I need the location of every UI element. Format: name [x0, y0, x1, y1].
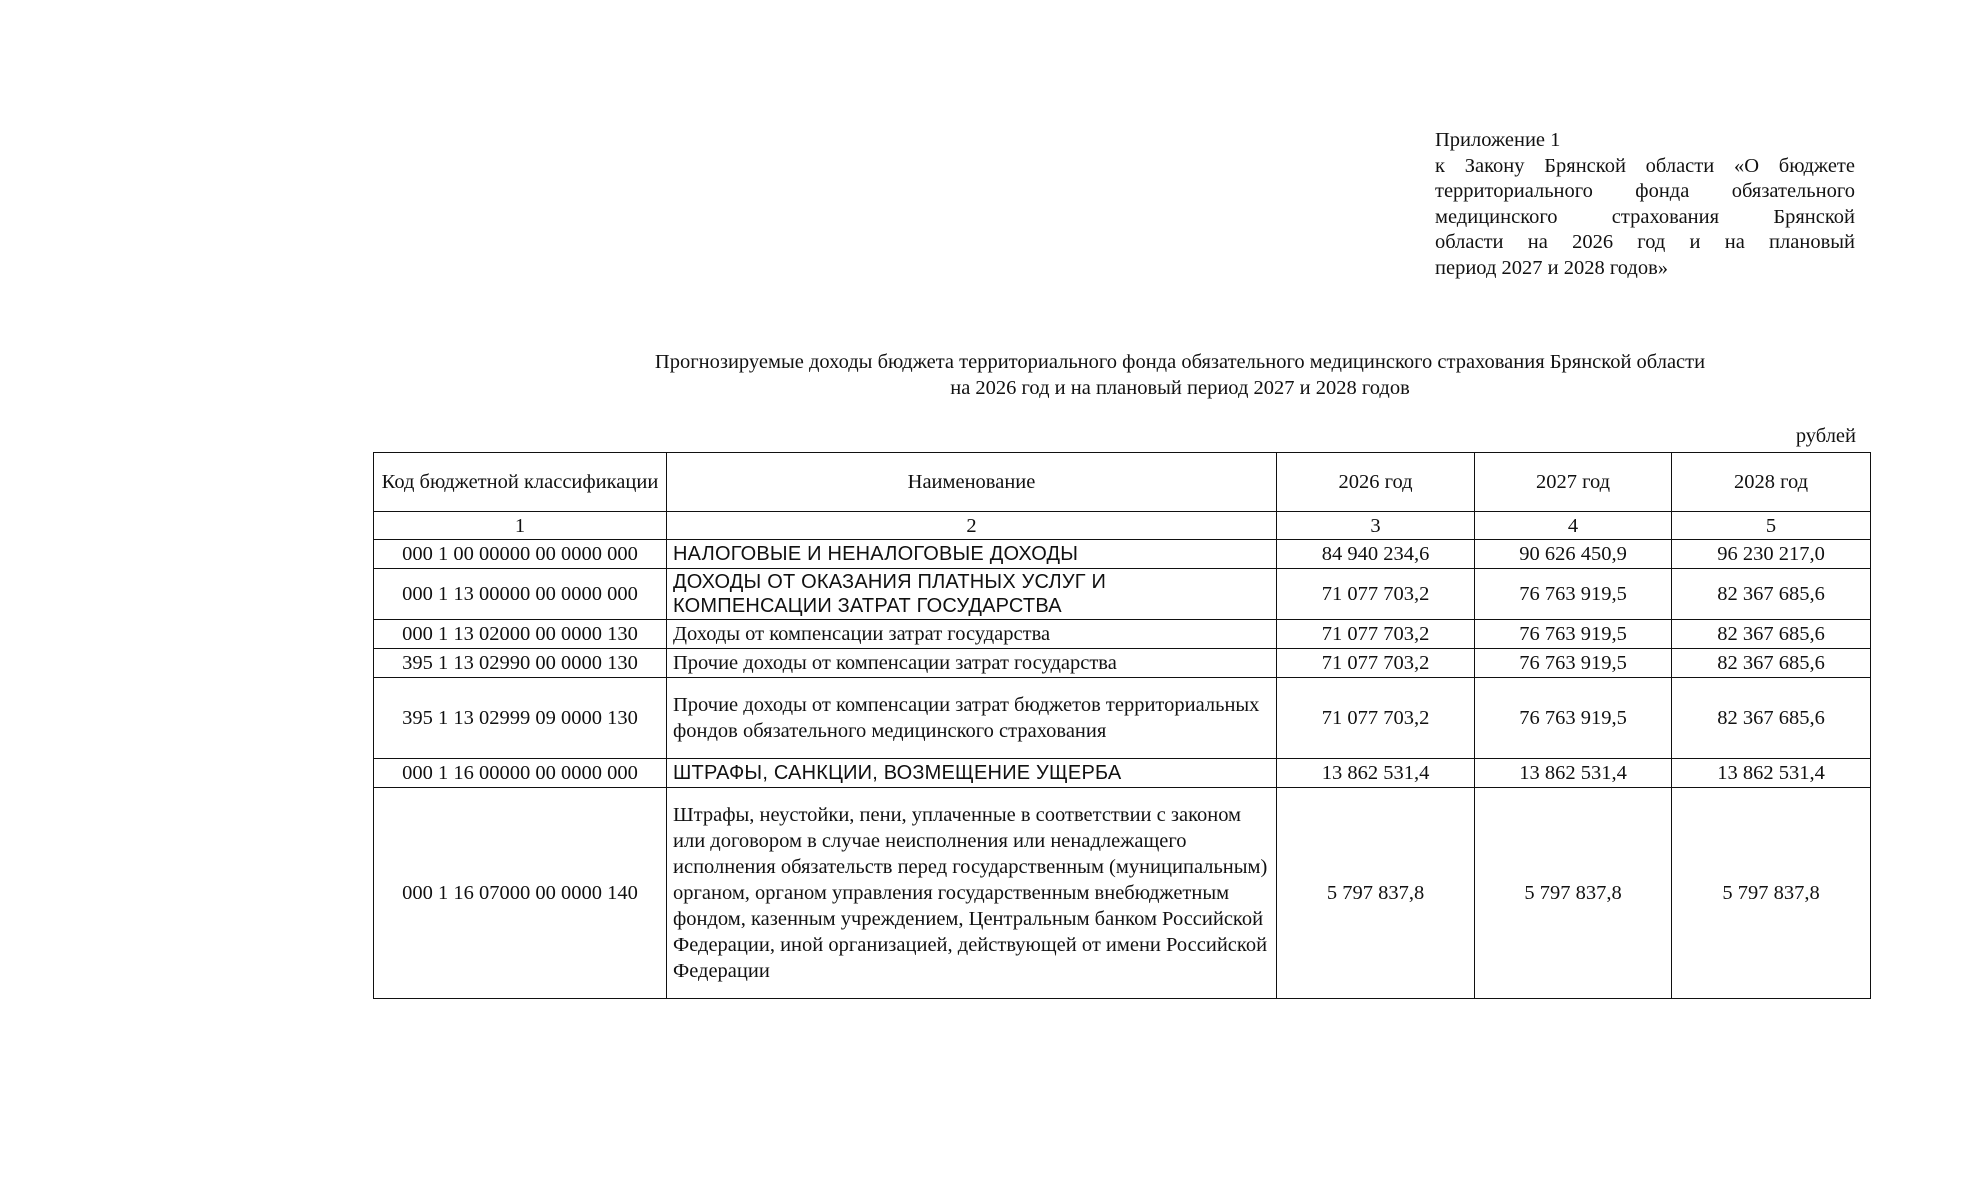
table-header-row [374, 453, 1871, 512]
row-name: НАЛОГОВЫЕ И НЕНАЛОГОВЫЕ ДОХОДЫ [667, 540, 1277, 569]
row-value-2026: 71 077 703,2 [1277, 620, 1475, 649]
row-value-2027: 76 763 919,5 [1475, 620, 1672, 649]
column-index: 4 [1475, 512, 1672, 540]
row-name: Доходы от компенсации затрат государства [667, 620, 1277, 649]
row-code: 000 1 13 00000 00 0000 000 [374, 569, 667, 620]
header-code: Код бюджетной классификации [374, 453, 667, 512]
row-value-2027: 76 763 919,5 [1475, 649, 1672, 678]
column-index: 2 [667, 512, 1277, 540]
row-value-2028: 96 230 217,0 [1672, 540, 1871, 569]
row-value-2028: 82 367 685,6 [1672, 569, 1871, 620]
row-code: 000 1 16 07000 00 0000 140 [374, 788, 667, 999]
row-code: 395 1 13 02990 00 0000 130 [374, 649, 667, 678]
annex-line: территориального фонда обязательного [1435, 180, 1855, 202]
row-value-2027: 90 626 450,9 [1475, 540, 1672, 569]
row-value-2027: 76 763 919,5 [1475, 569, 1672, 620]
header-2027: 2027 год [1475, 453, 1672, 512]
table-row [374, 569, 1871, 620]
row-name: ДОХОДЫ ОТ ОКАЗАНИЯ ПЛАТНЫХ УСЛУГ И КОМПЕНСАЦИИ ЗАТРАТ ГОСУДАРСТВА [667, 569, 1277, 620]
document-title [470, 349, 1890, 401]
document-title-line-1: Прогнозируемые доходы бюджета территориального фонда обязательного медицинского страхования Брянской области [654, 351, 1706, 373]
row-value-2028: 5 797 837,8 [1672, 788, 1871, 999]
table-row [374, 620, 1871, 649]
annex-line: области на 2026 год и на плановый [1435, 231, 1855, 253]
annex-line: период 2027 и 2028 годов» [1435, 256, 1669, 279]
revenue-table [373, 452, 1871, 999]
row-value-2026: 71 077 703,2 [1277, 678, 1475, 759]
row-value-2027: 13 862 531,4 [1475, 759, 1672, 788]
header-name: Наименование [667, 453, 1277, 512]
annex-line: Приложение 1 [1435, 129, 1561, 151]
column-index: 5 [1672, 512, 1871, 540]
row-value-2027: 76 763 919,5 [1475, 678, 1672, 759]
table-row [374, 649, 1871, 678]
table-row [374, 759, 1871, 788]
row-value-2027: 5 797 837,8 [1475, 788, 1672, 999]
row-value-2026: 13 862 531,4 [1277, 759, 1475, 788]
units-label: рублей [1795, 425, 1856, 447]
table-column-index-row [374, 512, 1871, 540]
row-name: ШТРАФЫ, САНКЦИИ, ВОЗМЕЩЕНИЕ УЩЕРБА [667, 759, 1277, 788]
row-code: 000 1 13 02000 00 0000 130 [374, 620, 667, 649]
table-row [374, 540, 1871, 569]
column-index: 3 [1277, 512, 1475, 540]
header-2028: 2028 год [1672, 453, 1871, 512]
column-index: 1 [374, 512, 667, 540]
row-value-2026: 71 077 703,2 [1277, 649, 1475, 678]
row-value-2026: 5 797 837,8 [1277, 788, 1475, 999]
row-code: 000 1 16 00000 00 0000 000 [374, 759, 667, 788]
row-value-2028: 82 367 685,6 [1672, 620, 1871, 649]
row-value-2026: 71 077 703,2 [1277, 569, 1475, 620]
row-name: Штрафы, неустойки, пени, уплаченные в соответствии с законом или договором в случае неисполнения или ненадлежащего исполнения обязательств перед государственным (муниципальным) органом, органом управления государственным внебюджетным фондом, казенным учреждением, Центральным банком Российской Федерации, иной организацией, действующей от имени Российской Федерации [667, 788, 1277, 999]
row-value-2028: 13 862 531,4 [1672, 759, 1871, 788]
row-value-2026: 84 940 234,6 [1277, 540, 1475, 569]
row-value-2028: 82 367 685,6 [1672, 678, 1871, 759]
table-row [374, 678, 1871, 759]
annex-block [1435, 128, 1855, 281]
document-title-line-2: на 2026 год и на плановый период 2027 и 2028 годов [950, 377, 1410, 399]
header-2026: 2026 год [1277, 453, 1475, 512]
row-code: 395 1 13 02999 09 0000 130 [374, 678, 667, 759]
annex-line: к Закону Брянской области «О бюджете [1435, 154, 1855, 177]
table-row [374, 788, 1871, 999]
row-code: 000 1 00 00000 00 0000 000 [374, 540, 667, 569]
annex-line: медицинского страхования Брянской [1435, 205, 1855, 228]
row-name: Прочие доходы от компенсации затрат бюджетов территориальных фондов обязательного медицинского страхования [667, 678, 1277, 759]
row-value-2028: 82 367 685,6 [1672, 649, 1871, 678]
row-name: Прочие доходы от компенсации затрат государства [667, 649, 1277, 678]
